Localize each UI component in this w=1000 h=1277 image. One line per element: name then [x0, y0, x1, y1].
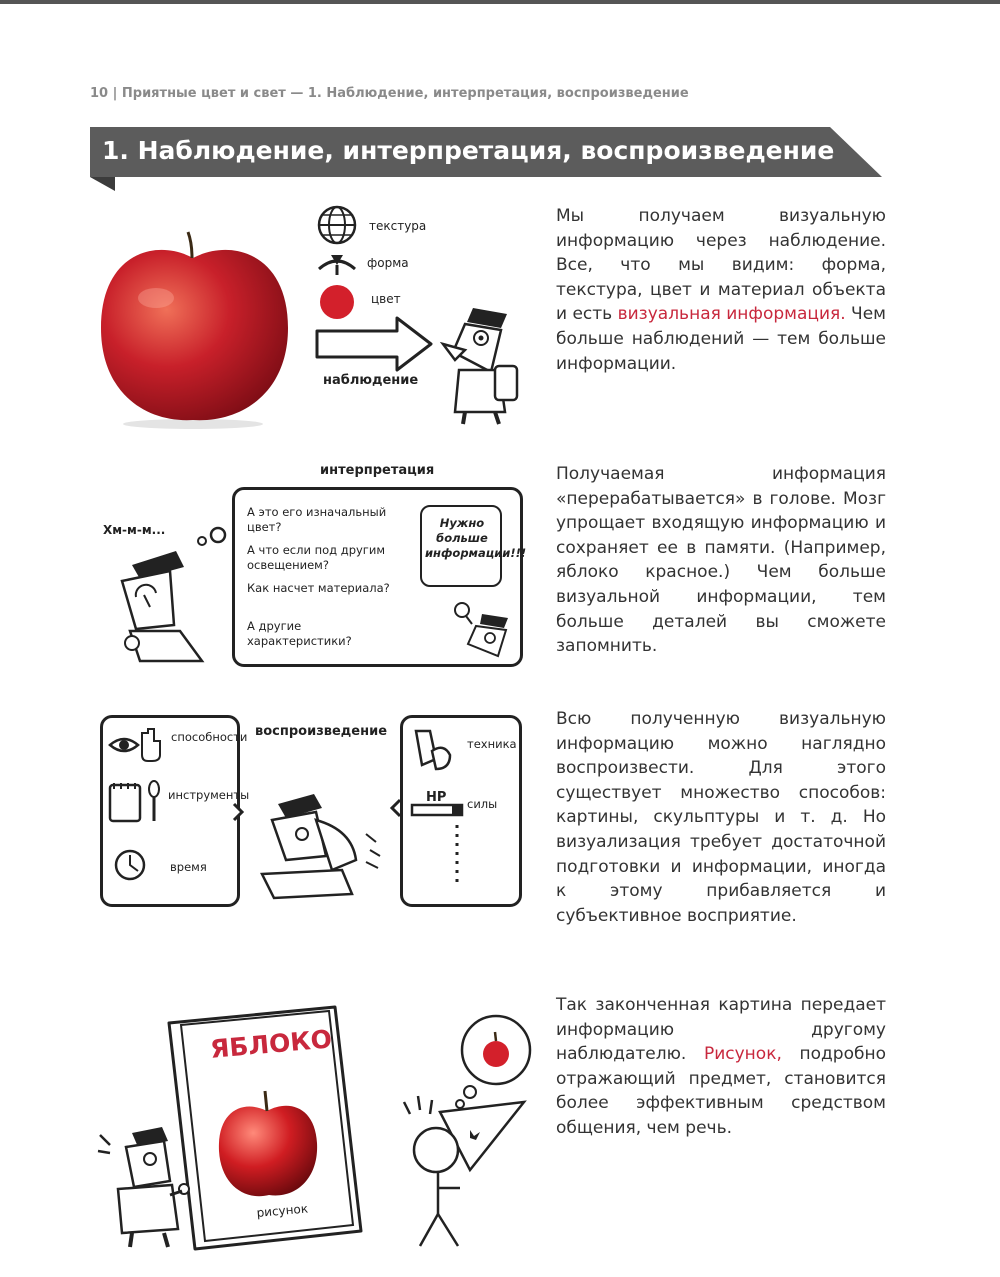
running-head: 10 | Приятные цвет и свет — 1. Наблюдение, интерпретация, воспроизведение	[90, 86, 689, 101]
apple-photo	[96, 228, 296, 428]
hmm-label: Хм-м-м...	[103, 523, 166, 537]
interpretation-title: интерпретация	[320, 463, 435, 478]
label-time: время	[170, 860, 207, 874]
communication-paragraph	[556, 993, 886, 1141]
label-technique: техника	[467, 737, 517, 751]
observation-text-after: Чем больше наблюдений — тем больше информации.	[556, 304, 886, 374]
label-texture: текстура	[369, 219, 427, 233]
board-caption: рисунок	[256, 1201, 309, 1220]
communication-highlight: Рисунок,	[703, 1044, 782, 1065]
reproduction-title: воспроизведение	[255, 724, 388, 739]
small-character-magnifier	[452, 600, 518, 660]
observer-character	[435, 300, 525, 430]
globe-icon	[319, 207, 355, 243]
top-rule	[0, 0, 1000, 4]
need-more-info-text: Нужно больше информации!!!	[425, 516, 527, 560]
label-abilities: способности	[171, 730, 248, 744]
question-2: А что если под другим освещением?	[247, 543, 385, 572]
drawing-character	[232, 790, 402, 900]
observation-paragraph	[556, 204, 886, 376]
right-box-icons	[410, 725, 466, 895]
hp-bar-icon	[412, 805, 462, 887]
thinking-character	[110, 545, 210, 665]
eye-hand-icon	[110, 729, 160, 761]
interpretation-paragraph: Получаемая информация «перерабатывается» в голове. Мозг упрощает входящую информацию и сохраняет ее в памяти. (Например, яблоко красное.) Чем больше визуальной информации, тем больше деталей вы сможете запомнить.	[556, 464, 886, 657]
clock-icon	[116, 851, 144, 879]
reproduction-paragraph: Всю полученную визуальную информацию можно наглядно воспроизвести. Для этого существует множество способов: картины, скульптуры и т. д. Но визуализация требует достаточной подготовки и информации, иногда к этому прибавляется и субъективное восприятие.	[556, 709, 886, 926]
hp-label: HP	[426, 790, 447, 805]
question-4: А другие характеристики?	[247, 619, 352, 648]
question-1: А это его изначальный цвет?	[247, 505, 387, 534]
technique-icon	[416, 731, 450, 769]
label-color: цвет	[371, 292, 401, 306]
label-strength: силы	[467, 797, 498, 811]
section-banner	[90, 127, 885, 191]
arrow-label: наблюдение	[323, 373, 419, 388]
page-title: 1. Наблюдение, интерпретация, воспроизведение	[102, 136, 835, 165]
sketchbook-brush-icon	[110, 781, 159, 821]
label-tools: инструменты	[168, 788, 250, 802]
balance-icon	[319, 255, 355, 275]
communication-text-after: подробно отражающий предмет, становится более эффективным средством общения, чем речь.	[556, 1044, 886, 1138]
red-circle-icon	[320, 285, 354, 319]
observation-arrow	[315, 315, 435, 373]
left-box-icons	[108, 725, 168, 895]
communication-text-before: Так законченная картина передает информацию другому наблюдателю.	[556, 995, 886, 1065]
presenter-character	[98, 1125, 193, 1250]
observation-icons	[315, 205, 360, 325]
board-title: ЯБЛОКО	[209, 1024, 334, 1064]
observation-highlight: визуальная информация.	[617, 304, 846, 325]
question-3: Как насчет материала?	[247, 581, 390, 595]
observation-text-before: Мы получаем визуальную информацию через наблюдение. Все, что мы видим: форма, текстура, цвет и материал объекта и есть	[556, 206, 886, 325]
label-shape: форма	[367, 256, 409, 270]
viewer-character	[400, 1010, 535, 1250]
